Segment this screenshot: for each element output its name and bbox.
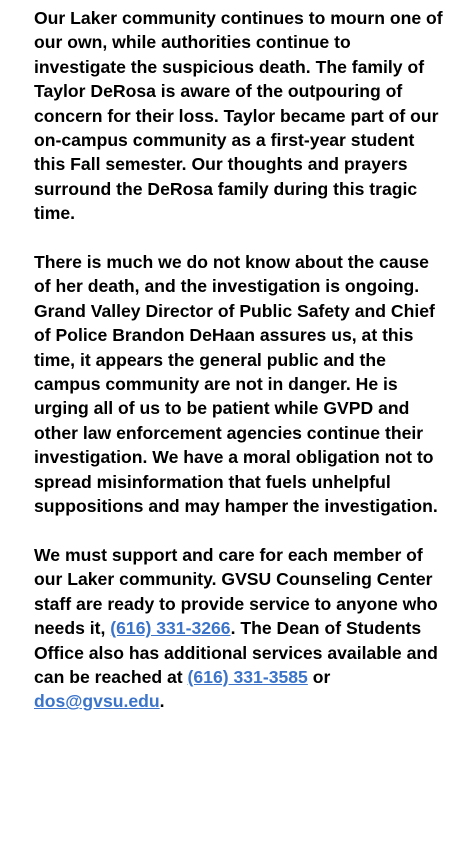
paragraph-investigation: There is much we do not know about the cause of her death, and the investigation is ongoing. Grand Valley Director of Public Safety and Chief of Police Brandon DeHaan assures us, at this time, it appears the general public and the campus community are not in danger. He is urging all of us to be patient while GVPD and other law enforcement agencies continue their investigation. We have a moral obligation not to spread misinformation that fuels unhelpful suppositions and may hamper the investigation.: [34, 252, 438, 517]
support-text-end: .: [159, 691, 165, 712]
support-text-or: or: [307, 666, 331, 687]
support-text-intro: We must support and care for each member of our Laker community. GVSU Counseling Center staff are ready to provide service to anyone who needs it,: [34, 544, 438, 639]
support-text-dean: . The Dean of Students Office also has additional services available and can be reached at: [34, 618, 438, 687]
paragraph-mourning: Our Laker community continues to mourn one of our own, while authorities continue to investigate the suspicious death. The family of Taylor DeRosa is aware of the outpouring of concern for their loss. Taylor became part of our on-campus community as a first-year student this Fall semester. Our thoughts and prayers surround the DeRosa family during this tragic time.: [34, 8, 443, 224]
dean-email-link[interactable]: dos@gvsu.edu: [34, 691, 160, 712]
counseling-phone-link[interactable]: (616) 331-3266: [110, 618, 231, 639]
paragraph-support: [34, 543, 444, 714]
dean-phone-link[interactable]: (616) 331-3585: [187, 666, 308, 687]
